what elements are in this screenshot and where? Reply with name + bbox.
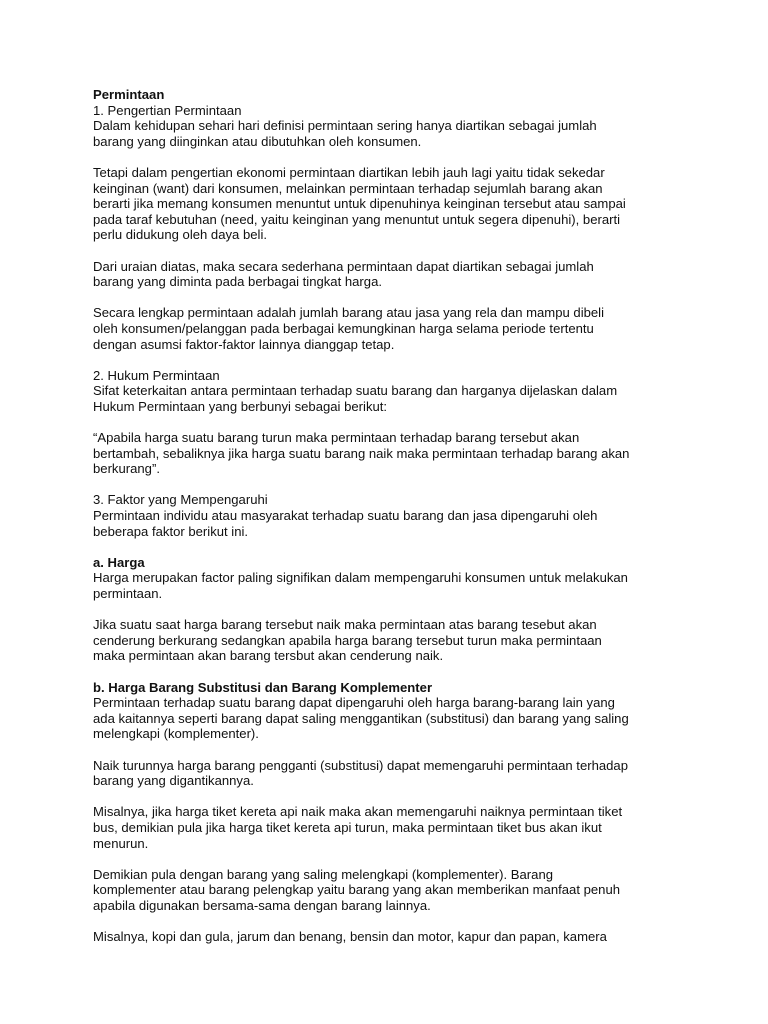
text-line: Dalam kehidupan sehari hari definisi permintaan sering hanya diartikan sebagai jumlah — [93, 118, 597, 134]
heading-text: a. Harga — [93, 554, 145, 570]
paragraph — [93, 383, 693, 414]
text-line: maka permintaan akan barang tersbut akan cenderung naik. — [93, 648, 444, 664]
text-line: apabila digunakan bersama-sama dengan barang lainnya. — [93, 897, 431, 913]
paragraph — [93, 508, 693, 539]
text-line: Hukum Permintaan yang berbunyi sebagai berikut: — [93, 398, 388, 414]
heading-text: Permintaan — [93, 87, 165, 102]
paragraph-spacer — [93, 290, 693, 306]
paragraph — [93, 165, 693, 243]
section-heading — [93, 87, 693, 103]
text-line: barang yang diminta pada berbagai tingkat harga. — [93, 274, 382, 290]
text-line: Harga merupakan factor paling signifikan dalam mempengaruhi konsumen untuk melakukan — [93, 570, 628, 586]
text-line: Demikian pula dengan barang yang saling melengkapi (komplementer). Barang — [93, 866, 554, 882]
text-line: Misalnya, kopi dan gula, jarum dan benang, bensin dan motor, kapur dan papan, kamera — [93, 929, 607, 945]
text-line: melengkapi (komplementer). — [93, 726, 259, 742]
paragraph-spacer — [93, 477, 693, 493]
paragraph — [93, 570, 693, 601]
heading-text: b. Harga Barang Substitusi dan Barang Komplementer — [93, 679, 433, 695]
paragraph-spacer — [93, 539, 693, 555]
text-line: permintaan. — [93, 586, 163, 601]
paragraph — [93, 617, 693, 664]
text-line: 2. Hukum Permintaan — [93, 367, 220, 383]
text-line: cenderung berkurang sedangkan apabila harga barang tersebut turun maka permintaan — [93, 632, 602, 648]
paragraph — [93, 103, 693, 119]
text-line: beberapa faktor berikut ini. — [93, 523, 249, 539]
paragraph — [93, 305, 693, 352]
text-line: Tetapi dalam pengertian ekonomi permintaan diartikan lebih jauh lagi yaitu tidak sekedar — [93, 164, 605, 180]
paragraph-spacer — [93, 149, 693, 165]
paragraph — [93, 804, 693, 851]
text-line: Dari uraian diatas, maka secara sederhana permintaan dapat diartikan sebagai jumlah — [93, 258, 594, 274]
text-line: berkurang”. — [93, 461, 160, 477]
paragraph — [93, 492, 693, 508]
text-line: bertambah, sebaliknya jika harga suatu barang naik maka permintaan terhadap barang akan — [93, 445, 630, 461]
text-line: dengan asumsi faktor-faktor lainnya dianggap tetap. — [93, 336, 395, 352]
text-line: bus, demikian pula jika harga tiket kereta api turun, maka permintaan tiket bus akan ikut — [93, 819, 602, 835]
text-line: Secara lengkap permintaan adalah jumlah barang atau jasa yang rela dan mampu dibeli — [93, 305, 604, 321]
text-line: keinginan (want) dari konsumen, melainkan permintaan terhadap sejumlah barang akan — [93, 180, 603, 196]
text-line: Naik turunnya harga barang pengganti (substitusi) dapat memengaruhi permintaan terhadap — [93, 757, 628, 773]
text-line: 3. Faktor yang Mempengaruhi — [93, 492, 268, 508]
paragraph — [93, 259, 693, 290]
paragraph — [93, 430, 693, 477]
section-heading — [93, 680, 693, 696]
text-line: pada taraf kebutuhan (need, yaitu keinginan yang menuntut untuk segera dipenuhi), berarti — [93, 211, 621, 227]
text-line: berarti jika memang konsumen menuntut untuk dipenuhinya keinginan tersebut atau sampai — [93, 196, 626, 212]
text-line: 1. Pengertian Permintaan — [93, 102, 242, 118]
text-line: komplementer atau barang pelengkap yaitu barang yang akan memberikan manfaat penuh — [93, 882, 621, 898]
paragraph — [93, 758, 693, 789]
document-page — [93, 87, 693, 945]
paragraph — [93, 695, 693, 742]
paragraph-spacer — [93, 851, 693, 867]
paragraph-spacer — [93, 789, 693, 805]
paragraph — [93, 929, 693, 945]
paragraph-spacer — [93, 414, 693, 430]
text-line: perlu didukung oleh daya beli. — [93, 227, 267, 243]
text-line: oleh konsumen/pelanggan pada berbagai kemungkinan harga selama periode tertentu — [93, 320, 594, 336]
text-line: “Apabila harga suatu barang turun maka permintaan terhadap barang tersebut akan — [93, 430, 580, 446]
text-line: Permintaan terhadap suatu barang dapat dipengaruhi oleh harga barang-barang lain yang — [93, 695, 615, 711]
text-line: barang yang digantikannya. — [93, 773, 254, 789]
paragraph-spacer — [93, 243, 693, 259]
paragraph-spacer — [93, 602, 693, 618]
text-line: Permintaan individu atau masyarakat terhadap suatu barang dan jasa dipengaruhi oleh — [93, 508, 598, 524]
paragraph-spacer — [93, 664, 693, 680]
text-line: menurun. — [93, 835, 149, 851]
text-line: ada kaitannya seperti barang dapat saling menggantikan (substitusi) dan barang yang saling — [93, 710, 629, 726]
paragraph — [93, 368, 693, 384]
text-line: Misalnya, jika harga tiket kereta api naik maka akan memengaruhi naiknya permintaan tiket — [93, 804, 623, 820]
paragraph — [93, 118, 693, 149]
text-line: Jika suatu saat harga barang tersebut naik maka permintaan atas barang tesebut akan — [93, 617, 597, 633]
paragraph-spacer — [93, 352, 693, 368]
text-line: Sifat keterkaitan antara permintaan terhadap suatu barang dan harganya dijelaskan dalam — [93, 383, 618, 399]
paragraph — [93, 867, 693, 914]
text-line: barang yang diinginkan atau dibutuhkan oleh konsumen. — [93, 133, 422, 149]
section-heading — [93, 555, 693, 571]
paragraph-spacer — [93, 742, 693, 758]
paragraph-spacer — [93, 913, 693, 929]
